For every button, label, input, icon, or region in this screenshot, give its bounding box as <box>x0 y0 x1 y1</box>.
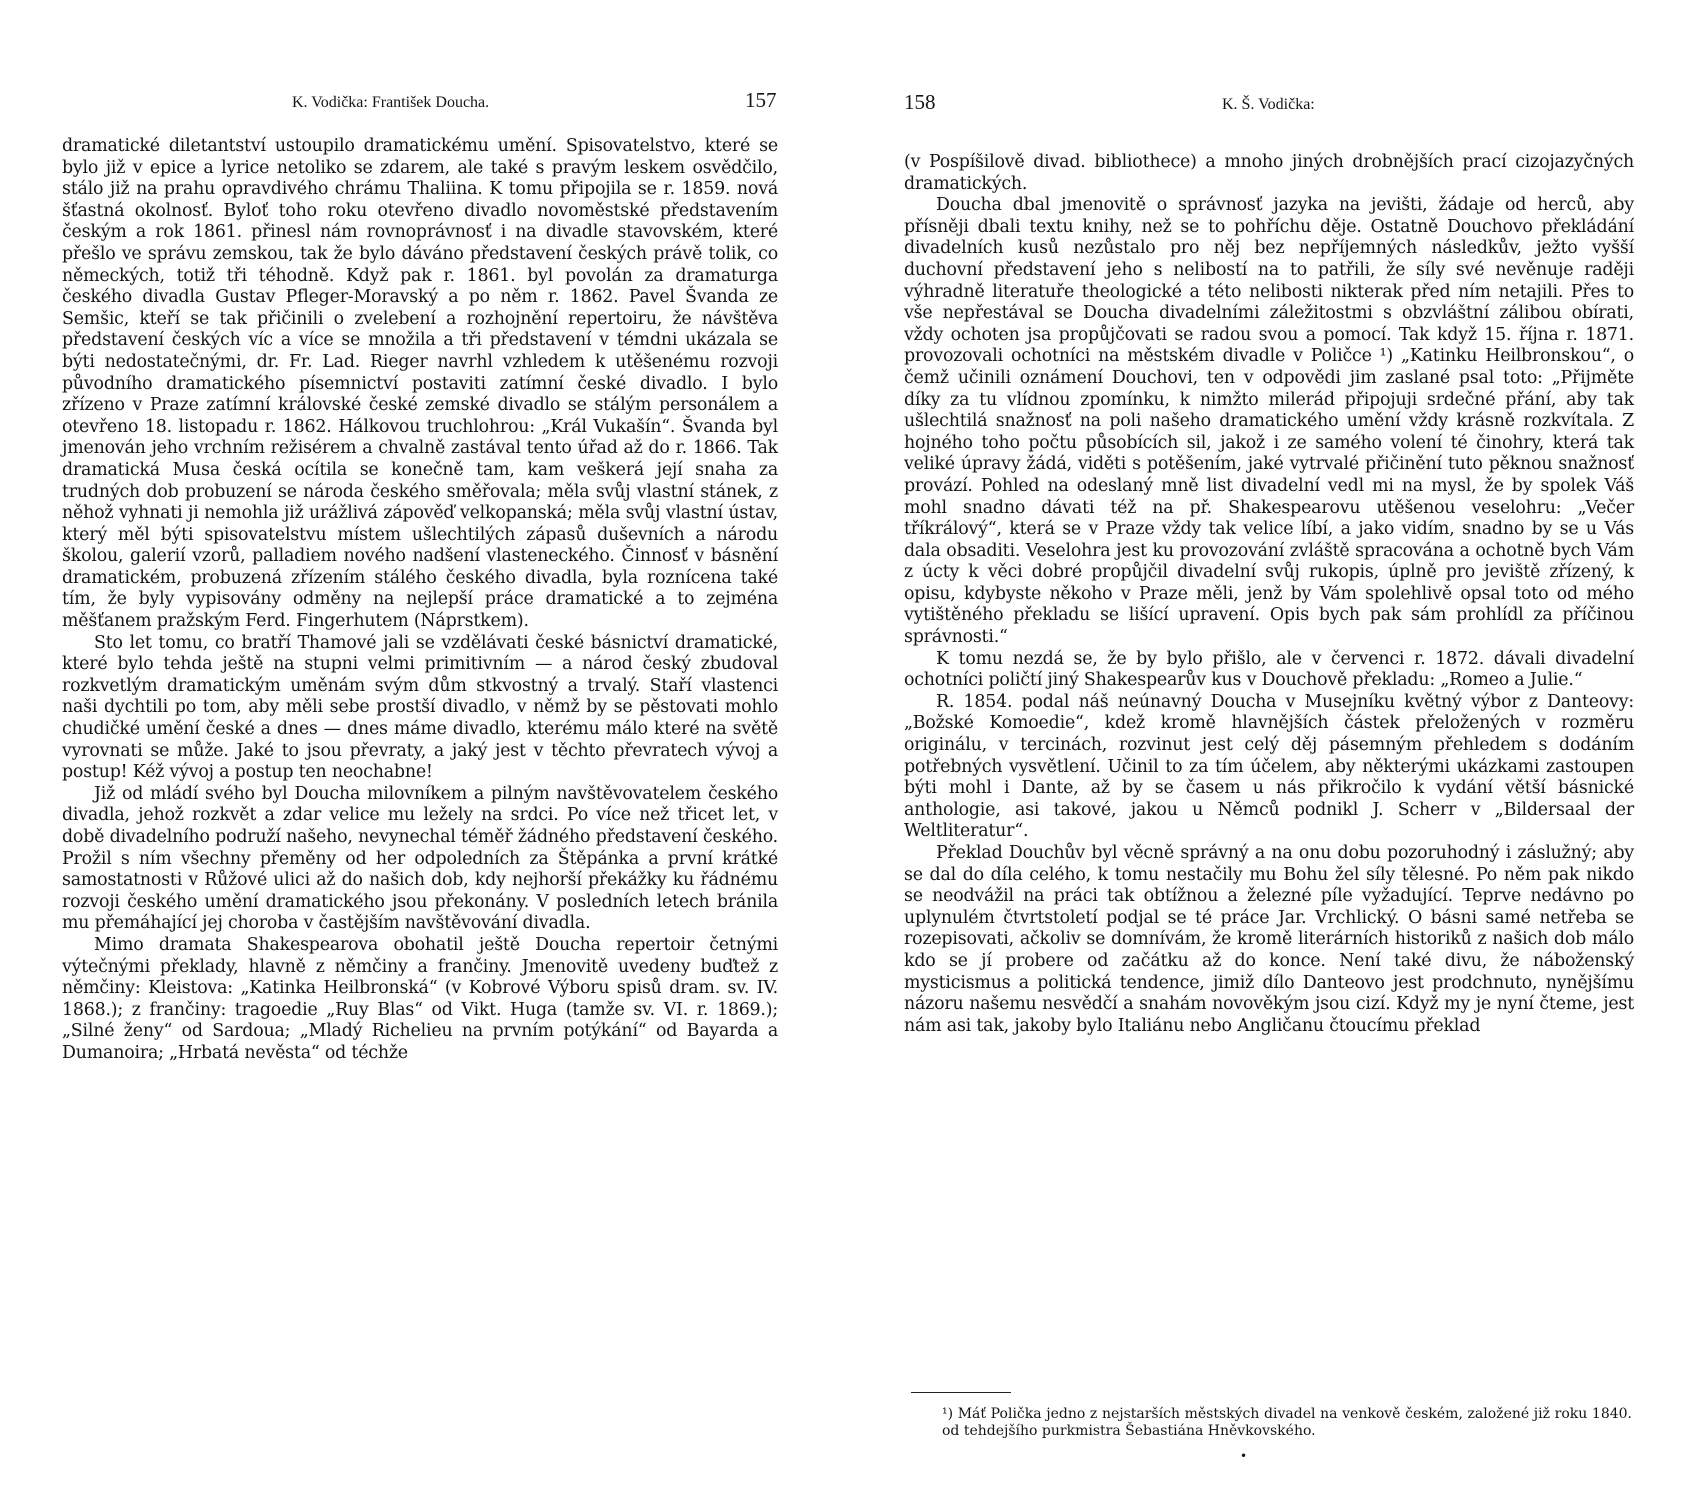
paragraph: Mimo dramata Shakespearova obohatil ještě Doucha repertoir četnými výtečnými překlady, hlavně z němčiny a frančiny. Jmenovitě uvedeny buďtež z němčiny: Kleistova: „Katinka Heilbronská“ (v Kobrové Výboru spisů dram. sv. IV. 1868.); z frančiny: tragoedie „Ruy Blas“ od Vikt. Huga (tamže sv. VI. r. 1869.); „Silné ženy“ od Sardoua; „Mladý Richelieu na prvním potýkání“ od Bayarda a Dumanoira; „Hrbatá nevěsta“ od téchže <box>62 934 778 1063</box>
left-page <box>62 0 828 1501</box>
left-page-body <box>62 136 778 1065</box>
paragraph: dramatické diletantství ustoupilo dramatickému umění. Spisovatelstvo, které se bylo již v epice a lyrice netoliko se zdarem, ale také s pravým leskem osvědčilo, stálo již na prahu opravdivého chrámu Thaliina. K tomu připojila se r. 1859. nová šťastná okolnosť. Byloť toho roku otevřeno divadlo novoměstské představením českým a rok 1861. přinesl nám rovnoprávnosť i na divadle stavovském, které přešlo ve správu zemskou, tak že bylo dáváno představení českých právě tolik, co německých, totiž tři téhodně. Když pak r. 1861. byl povolán za dramaturga českého divadla Gustav Pfleger-Moravský a po něm r. 1862. Pavel Švanda ze Semšic, kteří se tak přičinili o zvelebení a rozhojnění repertoiru, že návštěva představení českých víc a více se množila a tři představení v témdni ukázala se býti nedostatečnými, dr. Fr. Lad. Rieger navrhl vzhledem k utěšenému rozvoji původního dramatického písemnictví postaviti zatímní české divadlo. I bylo zřízeno v Praze zatímní královské české zemské divadlo se stálým personálem a otevřeno 18. listopadu r. 1862. Hálkovou truchlohrou: „Král Vukašín“. Švanda byl jmenován jeho vrchním režisérem a chvalně zastával tento úřad až do r. 1866. Tak dramatická Musa česká ocítila se konečně tam, kam veškerá její snaha za trudných dob probuzení se národa českého směřovala; měla svůj vlastní stánek, z něhož vyhnati ji nemohla již urážlivá zápověď velkopanská; měla svůj vlastní ústav, který měl býti spisovatelstvu místem ušlechtilých zápasů duševních a národu školou, galerií vzorů, palladiem nového nadšení vlasteneckého. Činnosť v básnění dramatickém, probuzená zřízením stálého českého divadla, byla roznícena také tím, že byly vypisovány odměny na nejlepší práce dramatické a to zejména měšťanem pražským Ferd. Fingerhutem (Náprstkem). <box>62 136 778 632</box>
running-head: K. Vodička: František Doucha. <box>292 94 490 111</box>
bottom-mark: • <box>1240 1449 1248 1463</box>
paragraph: R. 1854. podal náš neúnavný Doucha v Musejníku květný výbor z Danteovy: „Božské Komoedie“, kdež kromě hlavnějších částek přeložených v rozměru originálu, v tercinách, rozvinut jest celý děj pásemným přehledem s dodáním potřebných vysvětlení. Učinil to za tím účelem, aby některými ukázkami zastoupen býti mohl i Dante, až by se časem u nás přikročilo k vydání větší básnické anthologie, asi takové, jakou u Němců podnikl J. Scherr v „Bildersaal der Weltliteratur“. <box>904 691 1634 842</box>
paragraph: Sto let tomu, co bratří Thamové jali se vzdělávati české básnictví dramatické, které bylo tehda ještě na stupni velmi primitivním — a národ český zbudoval rozkvetlým dramatickým uměnám svým dům stkvostný a trvalý. Staří vlastenci naši dychtili po tom, aby měli sebe prostší divadlo, v němž by se pěstovati mohlo chudičké umění české a dnes — dnes máme divadlo, kterému málo které na světě vyrovnati se může. Jaké to jsou převraty, a jaký jest v těchto převratech vývoj a postup! Kéž vývoj a postup ten neochabne! <box>62 632 778 783</box>
right-page-header <box>904 84 1670 124</box>
left-page-header <box>62 84 828 124</box>
footnote-divider <box>911 1392 1011 1393</box>
right-page <box>904 0 1670 1501</box>
footnote <box>942 1406 1632 1440</box>
running-head: K. Š. Vodička: <box>1222 96 1315 113</box>
right-page-body <box>904 152 1634 1037</box>
paragraph: Překlad Douchův byl věcně správný a na onu dobu pozoruhodný i záslužný; aby se dal do díla celého, k tomu nestačily mu Bohu žel síly tělesné. Po něm pak nikdo se neodvážil na práci tak obtížnou a železné píle vyžadující. Teprve nedávno po uplynulém čtvrtstoletí podjal se té práce Jar. Vrchlický. O básni samé netřeba se rozepisovati, ačkoliv se domnívám, že kromě literárních historiků z našich dob málo kdo se jí probere od začátku až do konce. Není také divu, že náboženský mysticismus a politická tendence, jimiž dílo Danteovo jest prodchnuto, nynějšímu názoru našemu nesvědčí a snahám novověkým jsou cizí. Když my je nyní čteme, jest nám asi tak, jakoby bylo Italiánu nebo Angličanu čtoucímu překlad <box>904 843 1634 1036</box>
footnote-text: ¹) Máť Polička jedno z nejstarších městských divadel na venkově českém, založené již roku 1840. od tehdejšího purkmistra Šebastiána Hněvkovského. <box>942 1406 1632 1439</box>
paragraph: Doucha dbal jmenovitě o správnosť jazyka na jevišti, žádaje od herců, aby přísněji dbali textu knihy, než se to pohříchu děje. Ostatně Douchovo překládání divadelních kusů nezůstalo pro něj bez nepříjemných následkův, ježto vyšší duchovní představení jeho s nelibostí na to patřili, že síly své nevěnuje raději výhradně literatuře theologické a této nelibosti nikterak před ním netajili. Přes to vše nepřestával se Doucha divadelními záležitostmi s obzvláštní zálibou obírati, vždy ochoten jsa propůjčovati se radou svou a pomocí. Tak když 15. října r. 1871. provozovali ochotníci na městském divadle v Poličce ¹) „Katinku Heilbronskou“, o čemž učinili oznámení Douchovi, ten v odpovědi jim zaslané psal toto: „Přijměte díky za tu vlídnou zpomínku, k nimžto milerád připojuji srdečné přání, aby tak ušlechtilá snažnosť na poli našeho dramatického umění vždy krásně rozkvítala. Z hojného toho počtu působících sil, jakož i ze samého volení té činohry, která tak veliké úpravy žádá, viděti s potěšením, jaké vytrvalé přičinění tuto pěknou snažnosť provází. Pohled na odeslaný mně list divadelní vedl mi na mysl, že by spolek Váš mohl snadno dávati též na př. Shakespearovu utěšenou veselohru: „Večer tříkrálový“, která se v Praze vždy tak velice líbí, a jako vidím, snadno by se u Vás dala obsaditi. Veselohra jest ku provozování zvláště spracována a ochotně bych Vám z úcty k věci dobré propůjčil divadelní svůj rukopis, úplně pro jeviště zřízený, k opisu, kdybyste někoho v Praze měli, jenž by Vám spolehlivě opsal toto od mého vytištěného překladu se lišící upravení. Opis bych pak sám prohlídl za příčinou správnosti.“ <box>904 195 1634 648</box>
page-number: 158 <box>904 90 936 114</box>
paragraph: K tomu nezdá se, že by bylo přišlo, ale v červenci r. 1872. dávali divadelní ochotníci poličtí jiný Shakespearův kus v Douchově překladu: „Romeo a Julie.“ <box>904 648 1634 691</box>
paragraph: (v Pospíšilově divad. bibliothece) a mnoho jiných drobnějších prací cizojazyčných dramatických. <box>904 152 1634 194</box>
paragraph: Již od mládí svého byl Doucha milovníkem a pilným navštěvovatelem českého divadla, jehož rozkvět a zdar velice mu ležely na srdci. Po více než třicet let, v době divadelního podruží našeho, nevynechal téměř žádného představení českého. Prožil s ním všechny přeměny od her odpoledních za Štěpánka a první krátké samostatnosti v Růžové ulici až do našich dob, kdy nejhorší překážky ku řádnému rozvoji českého umění dramatického jsou překonány. V posledních letech bránila mu přemáhající jej choroba v častějším navštěvování divadla. <box>62 783 778 934</box>
page-number: 157 <box>745 88 777 112</box>
